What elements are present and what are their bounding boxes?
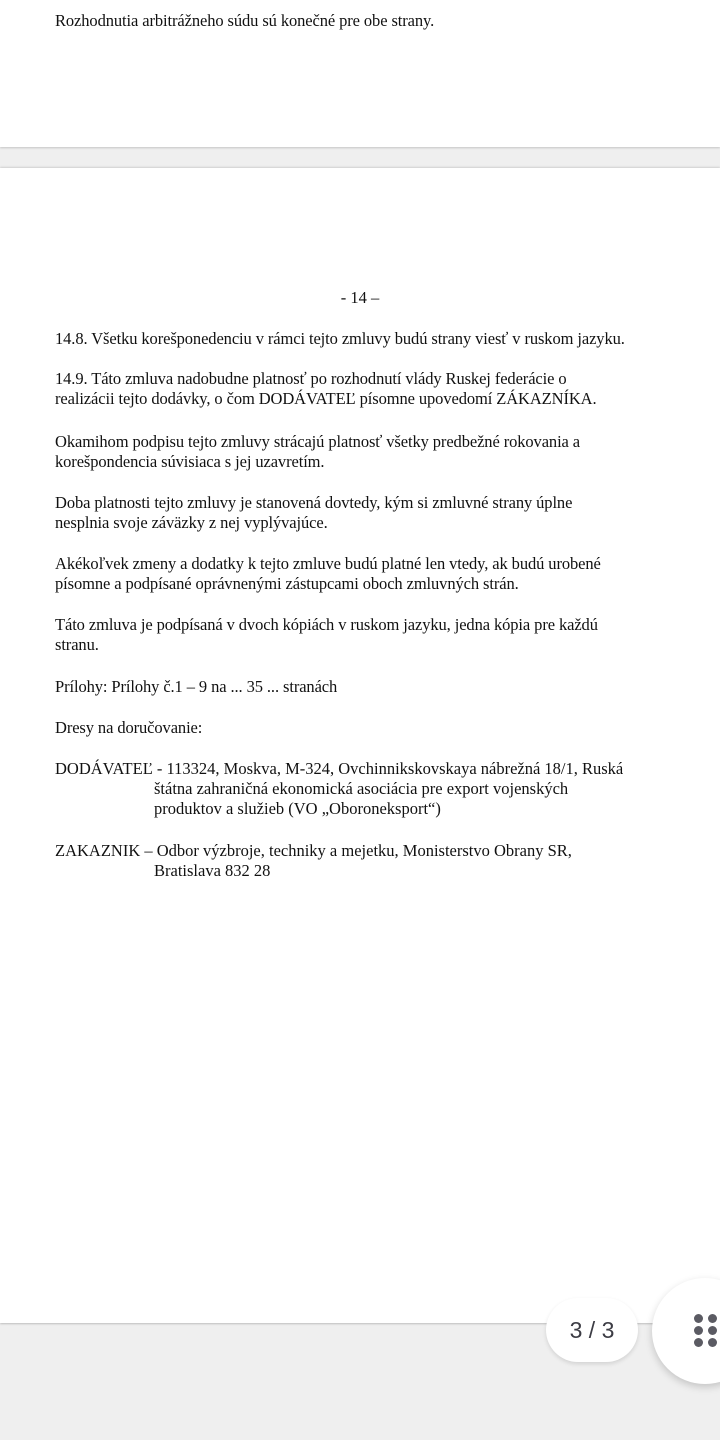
paragraph-14-8 xyxy=(55,329,625,349)
customer-address-label: ZAKAZNIK – Odbor výzbroje, techniky a mejetku, Monisterstvo Obrany SR, xyxy=(55,841,572,860)
paragraph-addresses-heading xyxy=(55,718,202,738)
paragraph-amendments xyxy=(55,554,601,594)
text-line: Akékoľvek zmeny a dodatky k tejto zmluve budú platné len vtedy, ak budú urobené xyxy=(55,554,601,573)
text-line: Doba platnosti tejto zmluvy je stanovená dovtedy, kým si zmluvné strany úplne xyxy=(55,493,573,512)
text-line: Dresy na doručovanie: xyxy=(55,718,203,737)
text-line: produktov a služieb (VO „Oboroneksport“) xyxy=(154,799,441,818)
text-line: korešpondencia súvisiaca s jej uzavretím. xyxy=(55,452,325,471)
text-line: realizácii tejto dodávky, o čom DODÁVATEĽ písomne upovedomí ZÁKAZNÍKA. xyxy=(55,389,597,408)
text-line: nesplnia svoje záväzky z nej vyplývajúce. xyxy=(55,513,328,532)
text-line: Okamihom podpisu tejto zmluvy strácajú platnosť všetky predbežné rokovania a xyxy=(55,432,581,451)
text-line: štátna zahraničná ekonomická asociácia pre export vojenských xyxy=(154,779,569,798)
page-number: - 14 – xyxy=(340,288,380,307)
text-line: písomne a podpísané oprávnenými zástupcami oboch zmluvných strán. xyxy=(55,574,519,593)
text-line: 14.8. Všetku korešponedenciu v rámci tejto zmluvy budú strany viesť v ruskom jazyku. xyxy=(55,329,625,348)
text-line: Prílohy: Prílohy č.1 – 9 na ... 35 ... stranách xyxy=(55,677,338,696)
paragraph: Rozhodnutia arbitrážneho súdu sú konečné pre obe strany. xyxy=(55,11,435,30)
paragraph-validity xyxy=(55,493,572,533)
paragraph-14-9 xyxy=(55,369,597,409)
text-line: stranu. xyxy=(55,635,99,654)
page-indicator[interactable] xyxy=(546,1298,638,1362)
customer-address-continuation xyxy=(154,861,270,881)
paragraph-signing xyxy=(55,432,580,472)
paragraph-copies xyxy=(55,615,598,655)
document-page-13 xyxy=(0,0,720,147)
text-line: Táto zmluva je podpísaná v dvoch kópiách v ruskom jazyku, jedna kópia pre každú xyxy=(55,615,598,634)
document-page-14 xyxy=(0,168,720,1323)
supplier-address-continuation xyxy=(154,779,568,819)
text-line: 14.9. Táto zmluva nadobudne platnosť po rozhodnutí vlády Ruskej federácie o xyxy=(55,369,567,388)
page-indicator-label: 3 / 3 xyxy=(569,1316,615,1343)
paragraph-attachments xyxy=(55,677,337,697)
text-line: Bratislava 832 28 xyxy=(154,861,271,880)
grid-dots-icon xyxy=(694,1314,718,1348)
supplier-address-label: DODÁVATEĽ - 113324, Moskva, M-324, Ovchinnikskovskaya nábrežná 18/1, Ruská xyxy=(55,759,624,778)
